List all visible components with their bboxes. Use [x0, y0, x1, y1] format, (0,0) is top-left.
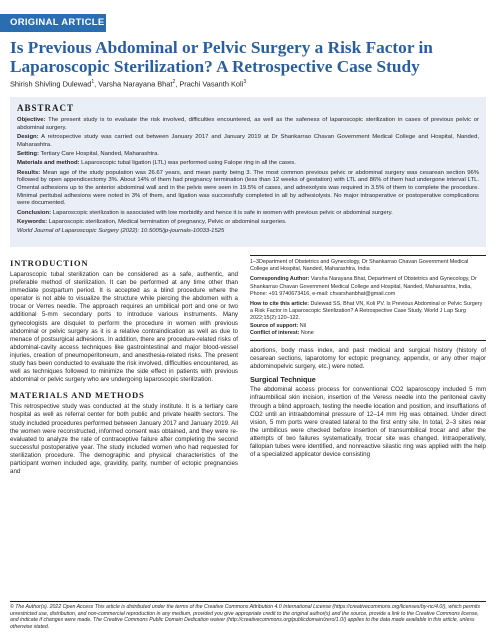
methods-heading: MATERIALS AND METHODS [10, 390, 145, 401]
author-name: Varsha Narayana Bhat [98, 79, 173, 89]
abstract-text: The present study is to evaluate the risk involved, difficulties encountered, as well as the safeness of laparoscopic sterilization in cases of previous pelvic or abdominal surgery. [17, 117, 479, 131]
abstract-materials [17, 160, 479, 168]
conflict-of-interest-text: None [299, 329, 314, 336]
abstract-text: Laparoscopic sterilization is associated with low morbidity and hence it is safe in women with previous pelvic or abdominal surgery. [51, 209, 393, 216]
author-list [10, 79, 246, 88]
how-to-cite-text: Dulewad SS, Bhat VN, Koli PV. Is Previous Abdominal or Pelvic Surgery a Risk Factor in Laparoscopic Sterilization? A Retrospective Case Study. World J Lap Surg 2022;15(2):120–122. [250, 301, 483, 322]
author-name: Prachi Vasanth Koli [179, 79, 244, 89]
article-title: Is Previous Abdominal or Pelvic Surgery a Risk Factor in Laparoscopic Sterilization? A Retrospective Case Study [10, 38, 433, 76]
introduction-heading: INTRODUCTION [10, 258, 89, 268]
abstract-label: Design: [17, 134, 39, 140]
how-to-cite [250, 301, 486, 323]
affiliation-top-rule [250, 255, 486, 256]
source-of-support [250, 323, 486, 330]
abstract-text: A retrospective study was carried out between January 2017 and January 2019 at Dr Shankarrao Chavan Government Medical College and Hospital, Nanded, Maharashtra. [17, 134, 479, 148]
abstract-box [10, 97, 486, 247]
author-separator: , [94, 79, 99, 89]
footer-rule [10, 601, 486, 602]
article-type-badge: ORIGINAL ARTICLE [0, 14, 106, 32]
source-of-support-label: Source of support: [250, 322, 299, 329]
methods-text: This retrospective study was conducted at the study institute. It is a tertiary care hospital as well as referral center for both public and private health sectors. The study included procedures performed between January 2017 and January 2019. All the women were reconstructed, informed consent was obtained, and they were re-evaluated to analyze the rate of contraceptive failure after completing the second successful postoperative year. The study included women who had requested for sterilization procedure. The demographic and physical characteristics of the participant women included age, gravidity, parity, number of ectopic pregnancies and [10, 403, 238, 476]
corresponding-author [250, 276, 486, 298]
source-of-support-text: Nil [298, 322, 307, 329]
abstract-text: Tertiary Care Hospital, Nanded, Maharashtra. [38, 151, 159, 157]
abstract-label: Objective: [17, 117, 46, 123]
author-separator: , [175, 79, 180, 89]
abstract-text: Laparoscopic tubal ligation (LTL) was performed using Falope ring in all the cases. [79, 160, 296, 167]
right-column [250, 255, 486, 459]
author-affiliation-mark: 2 [172, 79, 176, 85]
abstract-setting [17, 151, 479, 159]
author-name: Shirish Shivling Dulewad [10, 79, 92, 89]
abstract-text: Laparoscopic sterilization, Medical termination of pregnancy, Pelvic or abdominal surgeries. [47, 219, 287, 225]
abstract-conclusion [17, 210, 479, 218]
left-column [10, 255, 238, 476]
abstract-keywords [17, 219, 479, 227]
abstract-label: Results: [17, 169, 41, 176]
author-affiliation-mark: 3 [243, 79, 247, 85]
corresponding-author-label: Corresponding Author: [250, 276, 310, 283]
abstract-results [17, 170, 479, 209]
continued-methods-text: abortions, body mass index, and past medical and surgical history (history of cesarean sections, laparotomy for ectopic pregnancy, appendix, or any other major abdominopelvic surgery, etc.) were noted. [250, 347, 486, 371]
abstract-label: Keywords: [17, 219, 48, 225]
abstract-label: Conclusion: [17, 209, 52, 216]
abstract-text: Mean age of the study population was 26.67 years, and mean parity being 3. The most common previous pelvic or abdominal surgery was cesarean section 96% followed by open appendicectomy 3%. About 14% of them had pregnancy termination (less than 12 weeks of gestation) with LTL and 86% of them had undergone interval LTL. Omental adhesions up to the anterior abdominal wall and in the pelvis were seen in 19.5% of cases, and adnexolysis was required in 3.5% of them to complete the procedure. Minimal peritubal adhesions were noted in 3% of them, and ligation was successfully completed in all by adhesiolysis. No major intraoperative or postoperative complications were documented. [17, 169, 479, 207]
corresponding-author-text: Varsha Narayana Bhat, Department of Obstetrics and Gynecology, Dr Shankarrao Chavan Government Medical College and Hospital, Nanded, Maharashtra, India, Phone: +91 9740673416, e-mail: chvarshanbhat@gmail.com [250, 276, 477, 297]
author-affiliation-mark: 1 [91, 79, 95, 85]
how-to-cite-label: How to cite this article: [250, 301, 310, 308]
journal-citation: World Journal of Laparoscopic Surgery (2022): 10.5005/jp-journals-10033-1525 [17, 228, 225, 235]
conflict-of-interest-label: Conflict of interest: [250, 329, 300, 336]
conflict-of-interest [250, 330, 486, 337]
affiliation-bottom-rule [250, 340, 486, 341]
introduction-text: Laparoscopic tubal sterilization can be considered as a safe, authentic, and preferable method of sterilization. It can be performed at any time other than immediate postpartum period. It is accepted as a blind procedure where the operator is not able to visualize the structure while piercing the abdomen with a trocar or Verres needle. The approach requires an umbilical port and one or two additional 5-mm secondary ports to introduce various instruments. Many gynecologists are disquiet to perform the procedure in women with previous abdominal or pelvic surgery as it is a relative contraindication as well as due to menace of postsurgical adhesions. In addition, there are procedure-related risks of abdominal-cavity access techniques like gastrointestinal and major blood-vessel injuries, creation of pneumoperitoneum, and anesthesia-related risks. The present study has been conducted to evaluate the risk involved, difficulties encountered, as well as techniques followed to minimize the side effect in patients with previous abdominal or pelvic surgery who are undergoing laparoscopic sterilization. [10, 271, 238, 384]
affiliation-text: 1–3Department of Obstetrics and Gynecology, Dr Shankarrao Chavan Government Medical College and Hospital, Nanded, Maharashtra, India [250, 259, 469, 273]
surgical-technique-heading: Surgical Technique [250, 375, 316, 385]
abstract-label: Materials and method: [17, 160, 80, 167]
abstract-design [17, 134, 479, 149]
abstract-heading: ABSTRACT [17, 103, 75, 113]
license-footer: © The Author(s). 2022 Open Access This article is distributed under the terms of the Creative Commons Attribution 4.0 International License (https://creativecommons.org/licenses/by-nc/4.0/), which permits unrestricted use, distribution, and non-commercial reproduction in any medium, provided you give appropriate credit to the original author(s) and the source, provide a link to the Creative Commons license, and indicate if changes were made. The Creative Commons Public Domain Dedication waiver (http://creativecommons.org/publicdomain/zero/1.0/) applies to the data made available in this article, unless otherwise stated. [10, 604, 481, 630]
surgical-technique-text: The abdominal access process for conventional CO2 laparoscopy included 5 mm infraumbilical skin incision, insertion of the Veress needle into the peritoneal cavity through a blind approach, testing the needle location and position, and insufflations of CO2 until an intraabdominal pressure of 12–14 mm Hg was obtained. Under direct vision, 5 mm ports were created lateral to the first entry site. In total, 2–3 sites near the umbilicus were checked before insertion of transumbilical trocar and after the attempts of two failures systematically, trocar site was changed. Intraoperatively, fallopian tubes were identified, and nonreactive silastic ring was applied with the help of a specialized applicator device consisting [250, 386, 486, 459]
abstract-label: Setting: [17, 151, 39, 157]
abstract-objective [17, 117, 479, 132]
